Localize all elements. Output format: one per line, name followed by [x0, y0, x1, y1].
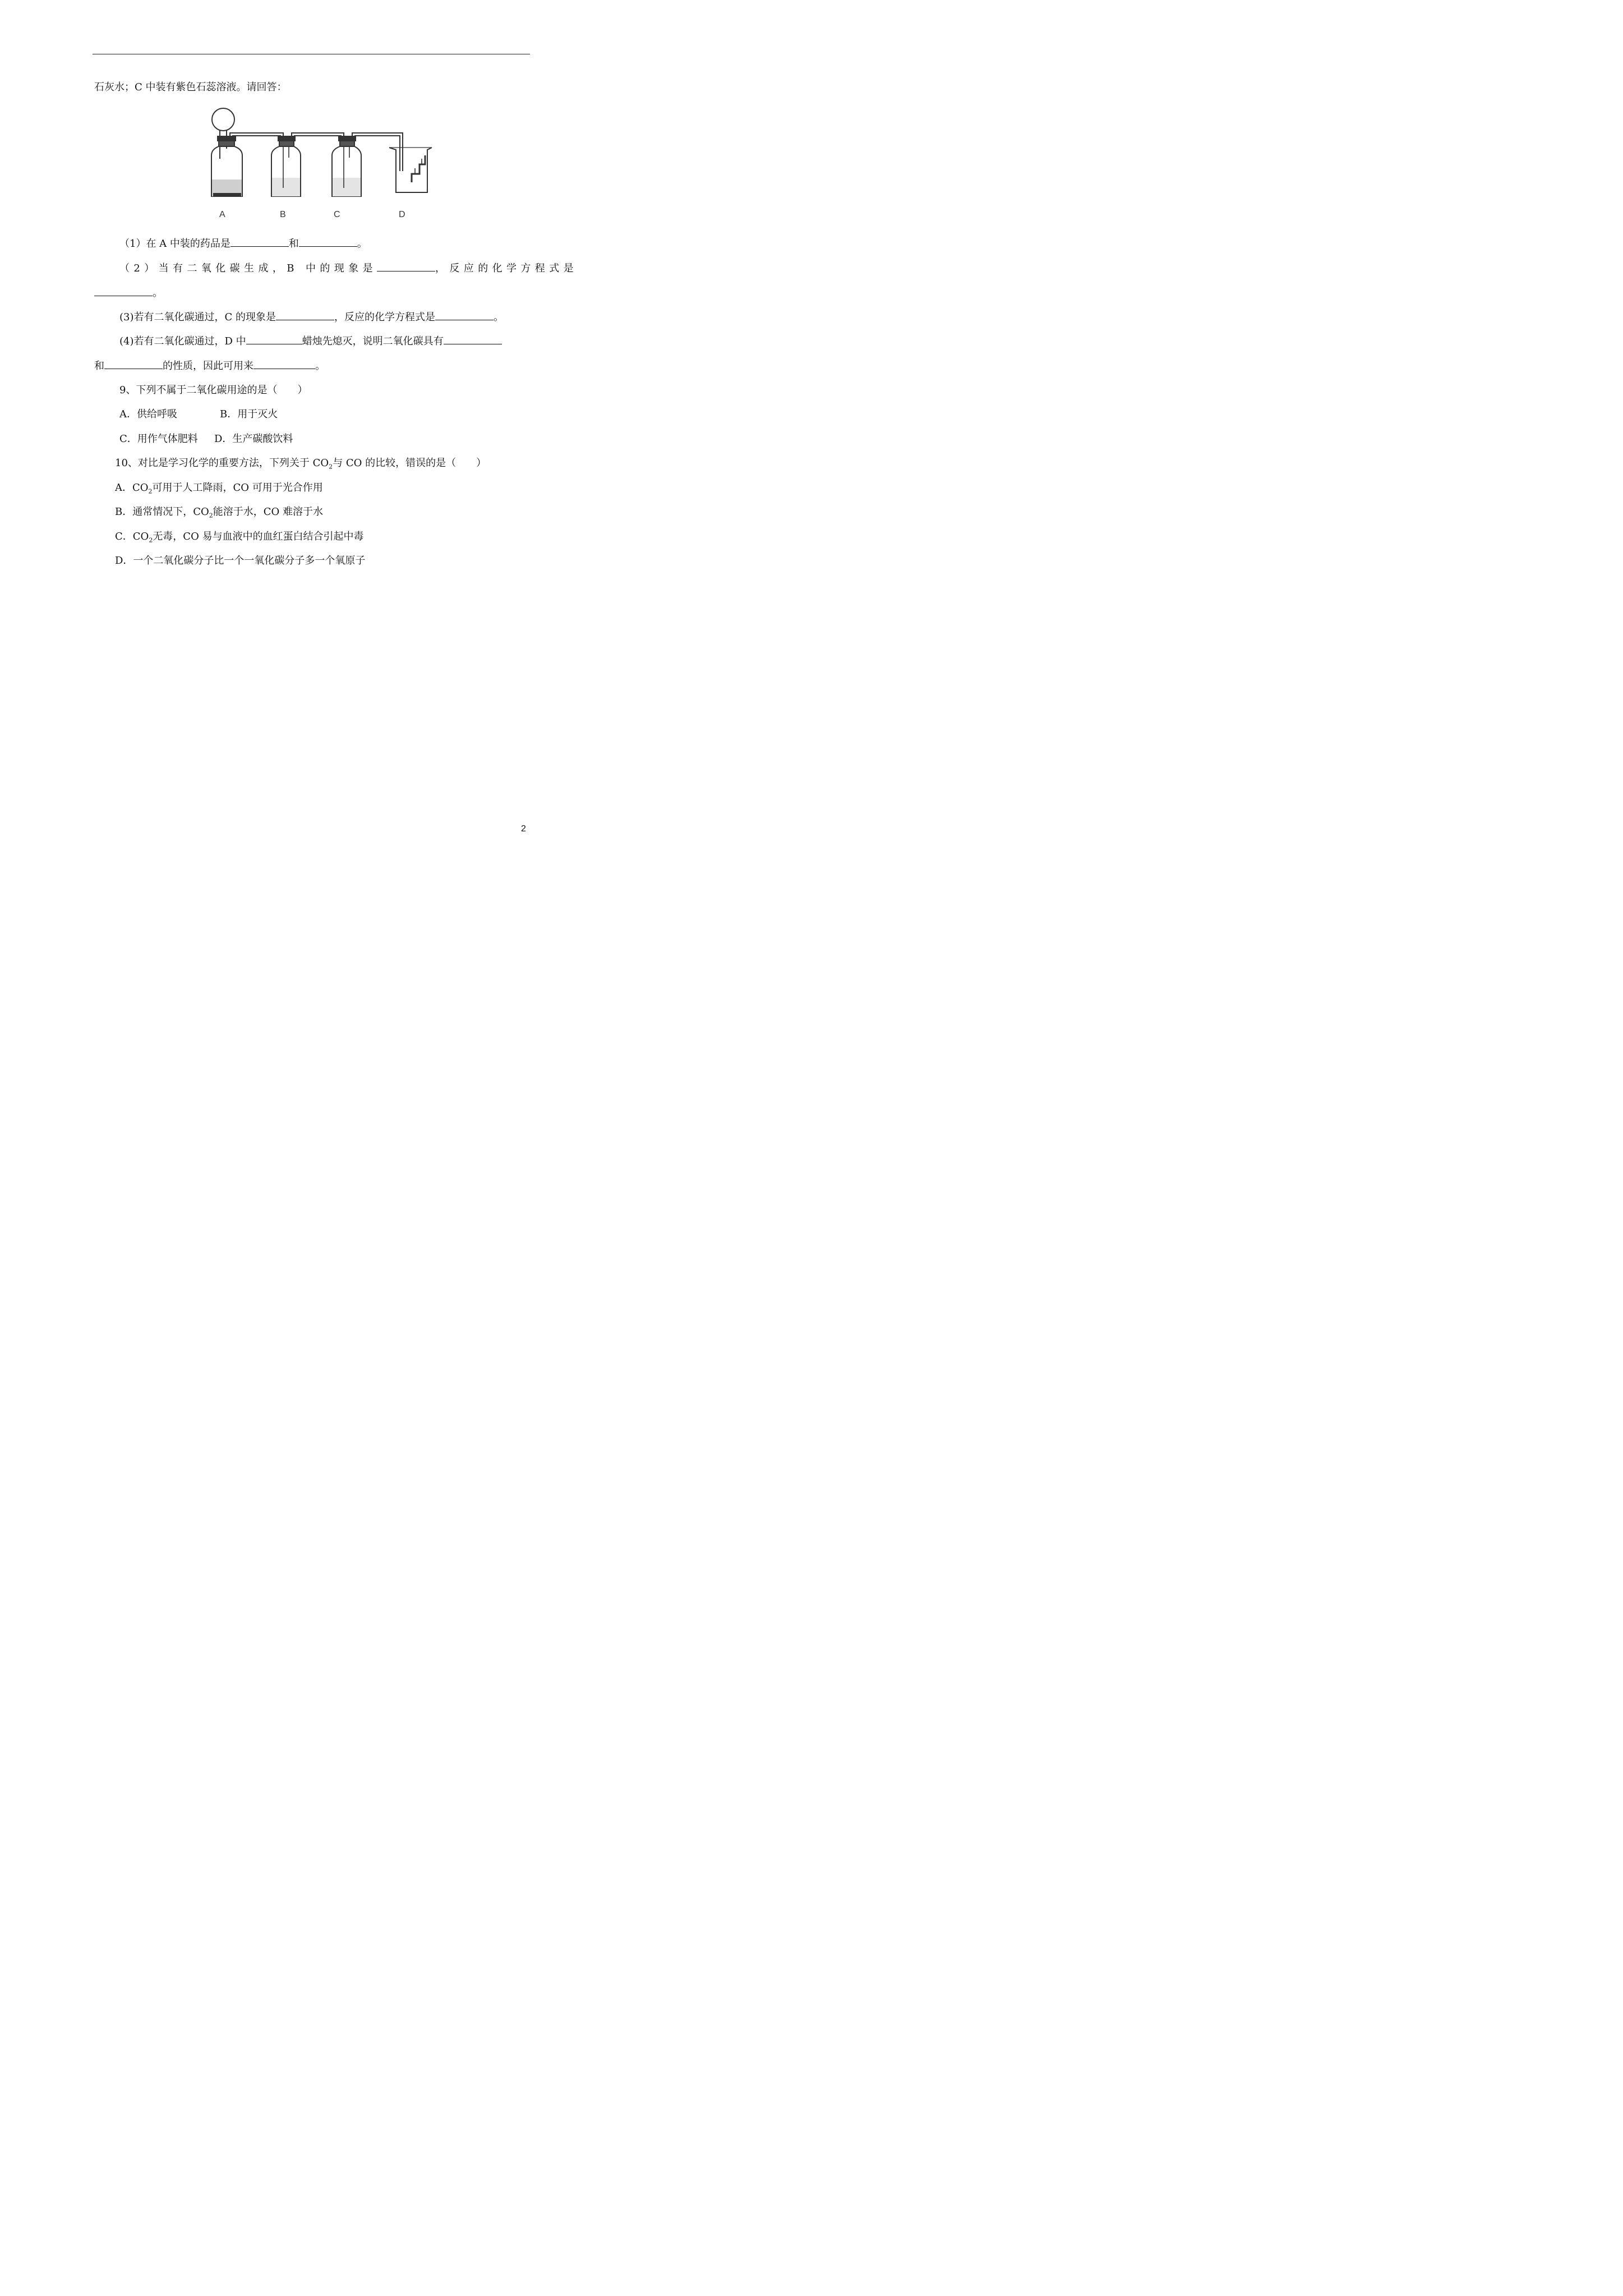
label-d: D [399, 210, 405, 219]
answer-blank[interactable] [246, 335, 302, 344]
q9-stem: 9、下列不属于二氧化碳用途的是（ ） [119, 384, 308, 396]
label-a: A [219, 210, 225, 219]
label-c: C [334, 210, 340, 219]
q10-stem: 10、对比是学习化学的重要方法，下列关于 $CO_2$与 CO 的比较，错误的是（ ） [115, 457, 487, 471]
page-number: 2 [521, 824, 526, 834]
q8-part-4: (4)若有二氧化碳通过，D 中 蜡烛先熄灭，说明二氧化碳具有 [119, 335, 502, 348]
answer-blank[interactable] [230, 237, 289, 247]
q10-option-d: D．一个二氧化碳分子比一个一氧化碳分子多一个氧原子 [115, 555, 366, 567]
q10-option-a: A．$CO_2$可用于人工降雨，CO 可用于光合作用 [115, 482, 323, 495]
q8-part-3: (3)若有二氧化碳通过，C 的现象是 ，反应的化学方程式是 。 [119, 311, 504, 323]
q9-option-a: A．供给呼吸 [119, 408, 177, 420]
q8-part-4-cont: 和 的性质，因此可用来 。 [94, 360, 325, 372]
answer-blank[interactable] [377, 262, 435, 272]
answer-blank[interactable] [435, 311, 494, 320]
bottle-a [211, 108, 242, 196]
answer-blank[interactable] [94, 287, 153, 296]
q8-part-1: （1）在 A 中装的药品是 和 。 [119, 238, 367, 250]
q10-option-b: B．通常情况下，$CO_2$能溶于水，CO 难溶于水 [115, 506, 324, 519]
answer-blank[interactable] [444, 335, 502, 344]
apparatus-diagram [202, 104, 437, 224]
intro-tail: 石灰水；C 中装有紫色石蕊溶液。请回答： [94, 81, 287, 93]
q10-option-c: C．$CO_2$无毒，CO 易与血液中的血红蛋白结合引起中毒 [115, 531, 364, 544]
bottle-b [271, 136, 301, 196]
answer-blank[interactable] [276, 311, 334, 320]
q9-option-b: B．用于灭火 [220, 408, 278, 420]
answer-blank[interactable] [299, 237, 357, 247]
q9-option-d: D．生产碳酸饮料 [214, 433, 293, 445]
q9-option-c: C．用作气体肥料 [119, 433, 198, 445]
bottle-c [332, 136, 361, 196]
answer-blank[interactable] [104, 360, 163, 369]
label-b: B [280, 210, 286, 219]
q8-part-2-cont: 。 [94, 287, 163, 300]
beaker-d [389, 148, 432, 192]
answer-blank[interactable] [253, 360, 315, 369]
q8-part-2: （2）当有二氧化碳生成，B 中的现象是 ，反应的化学方程式是 [119, 263, 578, 274]
